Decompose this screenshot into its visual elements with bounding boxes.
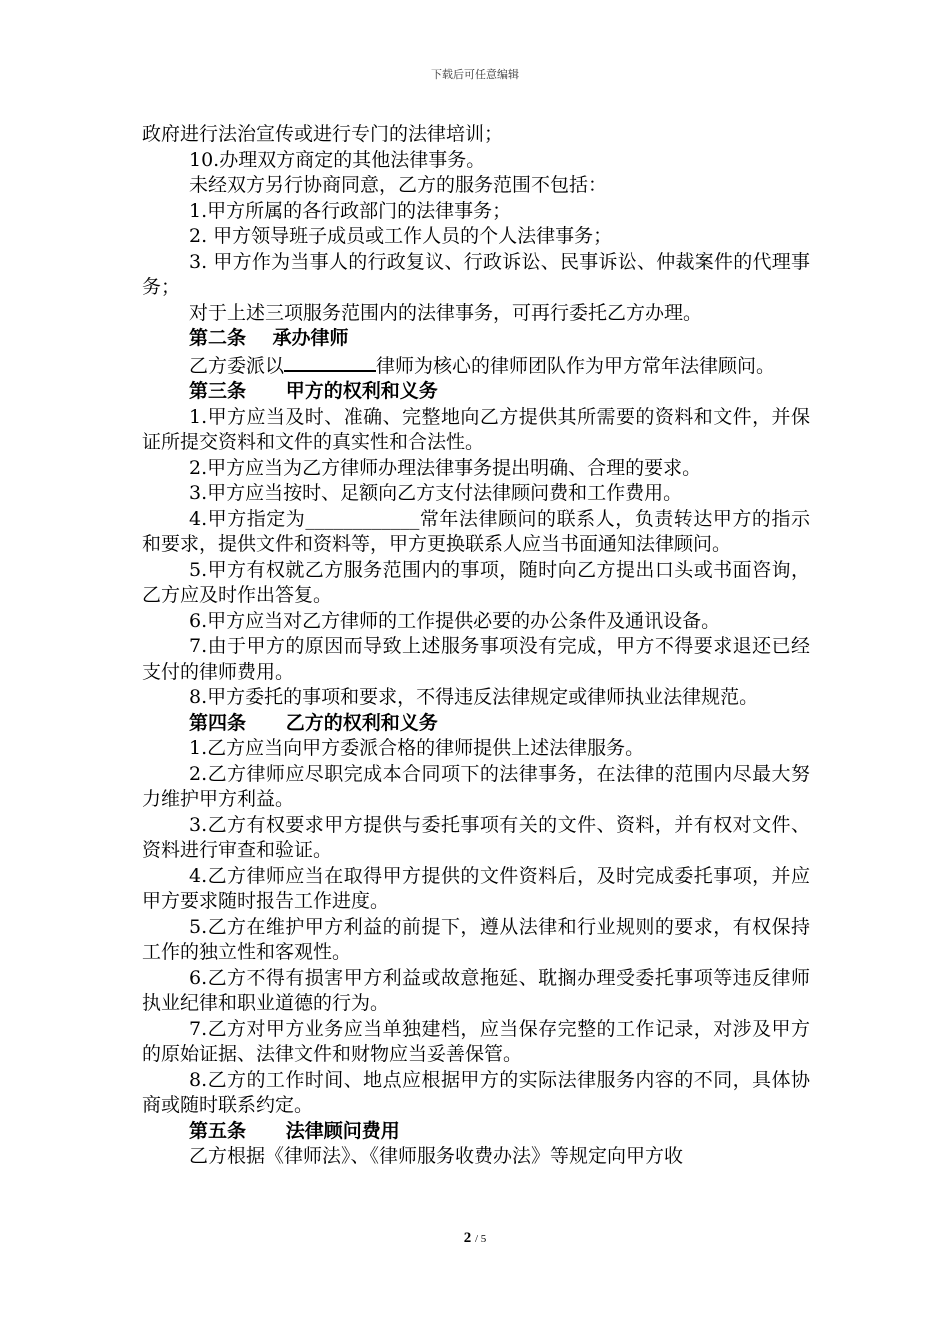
fill-in-blank: [284, 352, 376, 372]
section-heading: 第四条 乙方的权利和义务: [189, 711, 438, 734]
paragraph: 1.甲方应当及时、准确、完整地向乙方提供其所需要的资料和文件，并保证所提交资料和文件的真实性和合法性。: [142, 405, 810, 453]
paragraph: 2.乙方律师应尽职完成本合同项下的法律事务，在法律的范围内尽最大努力维护甲方利益。: [142, 762, 810, 810]
current-page: 2: [463, 1230, 472, 1246]
paragraph: 5.乙方在维护甲方利益的前提下，遵从法律和行业规则的要求，有权保持工作的独立性和客观性。: [142, 915, 810, 963]
paragraph: 1.乙方应当向甲方委派合格的律师提供上述法律服务。: [189, 737, 645, 759]
paragraph: 未经双方另行协商同意，乙方的服务范围不包括：: [189, 174, 608, 196]
paragraph: 10.办理双方商定的其他法律事务。: [189, 148, 486, 171]
paragraph: 2.甲方应当为乙方律师办理法律事务提出明确、合理的要求。: [189, 456, 702, 479]
paragraph: [142, 352, 810, 380]
paragraph: 4.乙方律师应当在取得甲方提供的文件资料后，及时完成委托事项，并应甲方要求随时报告工作进度。: [142, 864, 810, 912]
paragraph: 7.由于甲方的原因而导致上述服务事项没有完成，甲方不得要求退还已经支付的律师费用。: [142, 635, 810, 683]
paragraph: 政府进行法治宣传或进行专门的法律培训；: [142, 123, 504, 145]
paragraph: 5.甲方有权就乙方服务范围内的事项，随时向乙方提出口头或书面咨询，乙方应及时作出答复。: [142, 558, 810, 606]
page-header-note: 下载后可任意编辑: [431, 68, 519, 81]
paragraph-text: 乙方委派以: [189, 354, 285, 377]
paragraph: 8.乙方的工作时间、地点应根据甲方的实际法律服务内容的不同，具体协商或随时联系约定。: [142, 1068, 810, 1116]
paragraph-text: 律师为核心的律师团队作为甲方常年法律顾问。: [376, 354, 776, 377]
paragraph: 8.甲方委托的事项和要求，不得违反法律规定或律师执业法律规范。: [189, 686, 759, 708]
paragraph: 乙方根据《律师法》、《律师服务收费办法》等规定向甲方收: [189, 1145, 684, 1167]
page-number: [0, 1230, 950, 1247]
paragraph: 7.乙方对甲方业务应当单独建档，应当保存完整的工作记录，对涉及甲方的原始证据、法律文件和财物应当妥善保管。: [142, 1017, 810, 1065]
section-heading: 第五条 法律顾问费用: [189, 1119, 400, 1142]
paragraph: 1.甲方所属的各行政部门的法律事务；: [189, 199, 512, 222]
paragraph: 6.乙方不得有损害甲方利益或故意拖延、耽搁办理受委托事项等违反律师执业纪律和职业道德的行为。: [142, 966, 810, 1014]
total-pages: / 5: [474, 1233, 487, 1245]
paragraph: 对于上述三项服务范围内的法律事务，可再行委托乙方办理。: [189, 301, 703, 324]
paragraph: 6.甲方应当对乙方律师的工作提供必要的办公条件及通讯设备。: [189, 609, 721, 632]
section-heading: 第三条 甲方的权利和义务: [189, 380, 438, 402]
paragraph: 2. 甲方领导班子成员或工作人员的个人法律事务；: [189, 225, 613, 247]
section-heading: 第二条 承办律师: [189, 327, 349, 349]
paragraph: 3.甲方应当按时、足额向乙方支付法律顾问费和工作费用。: [189, 482, 683, 504]
paragraph: 3. 甲方作为当事人的行政复议、行政诉讼、民事诉讼、仲裁案件的代理事务；: [142, 250, 810, 298]
document-body: [142, 122, 810, 1170]
paragraph: 3.乙方有权要求甲方提供与委托事项有关的文件、资料，并有权对文件、资料进行审查和验证。: [142, 813, 810, 861]
paragraph: 4.甲方指定为____________常年法律顾问的联系人，负责转达甲方的指示和要求，提供文件和资料等，甲方更换联系人应当书面通知法律顾问。: [142, 507, 810, 555]
